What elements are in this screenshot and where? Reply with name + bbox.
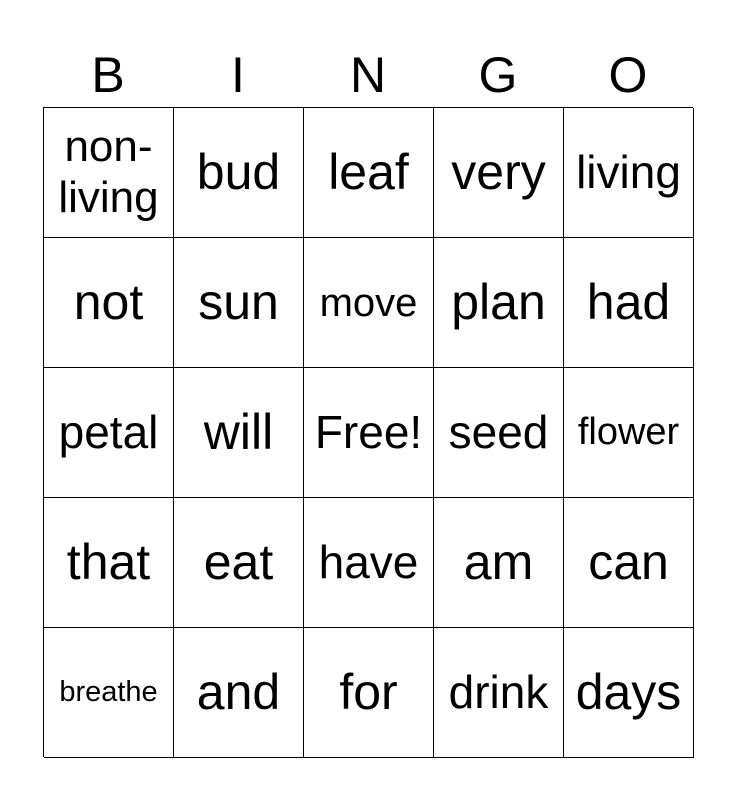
cell-word: plan	[451, 274, 546, 330]
cell-word: very	[451, 144, 546, 200]
bingo-cell[interactable]	[174, 108, 304, 238]
cell-word: breathe	[59, 675, 158, 708]
bingo-cell[interactable]	[44, 628, 174, 758]
bingo-cell[interactable]	[44, 108, 174, 238]
bingo-cell[interactable]	[564, 238, 694, 368]
cell-word: days	[575, 664, 682, 720]
bingo-cell[interactable]	[174, 368, 304, 498]
cell-word: can	[588, 534, 669, 590]
cell-word: not	[73, 274, 144, 330]
bingo-cell[interactable]	[44, 498, 174, 628]
cell-word: have	[318, 536, 419, 589]
cell-word: for	[339, 664, 398, 720]
cell-word: flower	[577, 410, 680, 453]
header-letter-b: B	[91, 47, 125, 103]
bingo-cell[interactable]	[174, 628, 304, 758]
bingo-cell[interactable]	[174, 498, 304, 628]
free-space-label: Free!	[314, 406, 423, 459]
cell-word: am	[463, 534, 534, 590]
bingo-cell[interactable]	[304, 238, 434, 368]
bingo-cell[interactable]	[304, 628, 434, 758]
bingo-cell[interactable]	[564, 628, 694, 758]
header-letter-g: G	[478, 47, 518, 103]
cell-word: sun	[198, 274, 279, 330]
header-letter-o: O	[608, 47, 648, 103]
cell-word: petal	[58, 406, 159, 459]
cell-word: and	[196, 664, 281, 720]
bingo-cell[interactable]	[434, 628, 564, 758]
bingo-cell[interactable]	[174, 238, 304, 368]
cell-word: had	[586, 274, 671, 330]
cell-word: drink	[448, 666, 549, 719]
cell-word: eat	[203, 534, 274, 590]
free-space-cell[interactable]	[304, 368, 434, 498]
header-letter-n: N	[349, 47, 387, 103]
cell-word: that	[66, 534, 151, 590]
bingo-cell[interactable]	[434, 108, 564, 238]
cell-word: will	[203, 404, 274, 460]
cell-word: living	[576, 146, 681, 199]
bingo-header	[43, 44, 693, 106]
cell-word: move	[319, 280, 418, 325]
bingo-cell[interactable]	[564, 368, 694, 498]
bingo-cell[interactable]	[44, 368, 174, 498]
cell-word: bud	[196, 144, 281, 200]
header-letter-i: I	[231, 47, 245, 103]
bingo-board	[43, 107, 693, 757]
cell-word: seed	[448, 406, 549, 459]
cell-word: leaf	[328, 144, 409, 200]
cell-word: non- living	[58, 121, 159, 222]
bingo-cell[interactable]	[44, 238, 174, 368]
bingo-cell[interactable]	[434, 498, 564, 628]
bingo-cell[interactable]	[304, 108, 434, 238]
bingo-cell[interactable]	[304, 498, 434, 628]
bingo-cell[interactable]	[434, 238, 564, 368]
bingo-cell[interactable]	[564, 108, 694, 238]
bingo-cell[interactable]	[434, 368, 564, 498]
bingo-cell[interactable]	[564, 498, 694, 628]
